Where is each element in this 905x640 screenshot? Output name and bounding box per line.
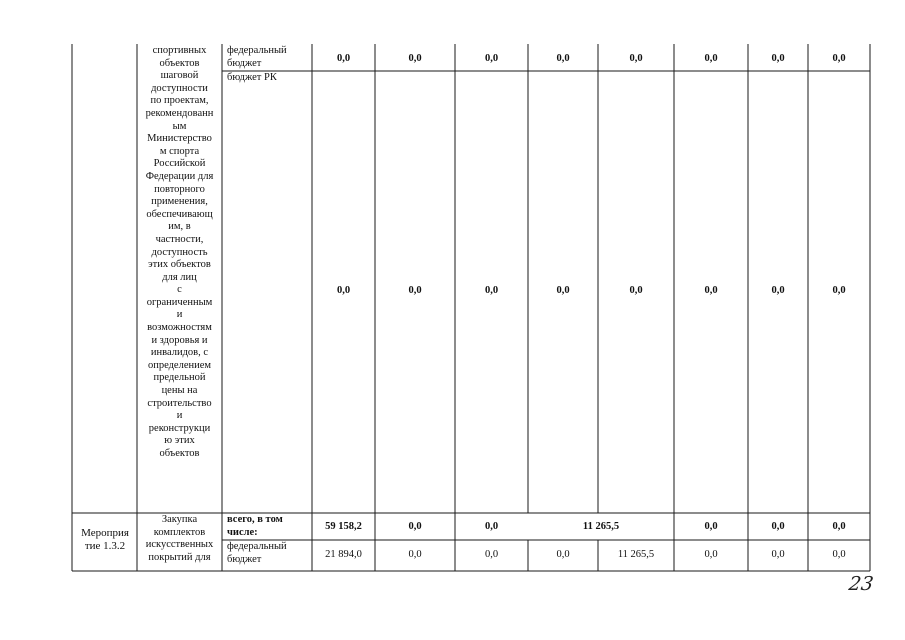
measure-description-line: ю этих (164, 435, 195, 447)
federal-budget-label-bottom (227, 541, 311, 566)
federal-bottom-value-3: 0,0 (484, 549, 499, 560)
federal-bottom-value-4: 0,0 (556, 549, 570, 560)
measure-description-line: доступности (151, 82, 208, 94)
federal-bottom-value-8: 0,0 (832, 549, 846, 560)
rk-budget-label: бюджет РК (227, 72, 277, 83)
total-label-line: всего, в том (227, 514, 283, 525)
federal-value-3: 0,0 (484, 53, 499, 64)
rk-value-1: 0,0 (336, 285, 351, 296)
measure-code-line: Мероприя (81, 527, 129, 539)
total-value-1: 59 158,2 (325, 521, 362, 532)
measure-description-line: м спорта (159, 145, 200, 157)
federal-budget-label-line: бюджет (227, 553, 262, 565)
rk-value-3: 0,0 (484, 285, 499, 296)
federal-bottom-value-6: 0,0 (704, 549, 718, 560)
measure-code (73, 527, 137, 552)
total-value-7: 0,0 (771, 521, 785, 532)
measure-description-line: по проектам, (150, 95, 209, 107)
measure-name-line: искусственных (145, 539, 214, 551)
measure-description-line: и (176, 410, 183, 422)
measure-description-line: частности, (155, 233, 204, 245)
measure-code-line: тие 1.3.2 (84, 539, 126, 552)
federal-value-2: 0,0 (408, 53, 422, 64)
measure-description-line: предельной (153, 372, 206, 384)
measure-description-line: ым (172, 120, 187, 132)
measure-description-line: реконструкци (148, 422, 211, 434)
measure-description-line: ограниченным (146, 296, 213, 308)
measure-description-line: повторного (154, 183, 205, 195)
federal-value-5: 0,0 (629, 53, 643, 64)
measure-name-line: комплектов (153, 526, 206, 538)
measure-description-line: для лиц (162, 271, 197, 283)
measure-description-line: и здоровья и (151, 334, 208, 346)
page-number-handwritten: 23 (847, 573, 875, 595)
measure-description-line: возможностям (147, 322, 212, 334)
federal-value-1: 0,0 (336, 53, 351, 64)
rk-value-7: 0,0 (771, 285, 785, 296)
rk-value-5: 0,0 (629, 285, 643, 296)
measure-description-line: определением (147, 359, 212, 371)
measure-description-line: цены на (161, 385, 198, 397)
total-label (227, 514, 311, 539)
measure-description-line: рекомендованн (145, 107, 214, 119)
federal-value-7: 0,0 (771, 53, 785, 64)
measure-description-line: объектов (159, 448, 200, 459)
measure-description-line: и (176, 309, 183, 321)
measure-name-line: Закупка (161, 514, 198, 525)
total-value-6: 0,0 (704, 521, 718, 532)
federal-bottom-value-7: 0,0 (771, 549, 785, 560)
measure-description-line: строительство (147, 397, 212, 409)
rk-value-6: 0,0 (704, 285, 718, 296)
measure-description-line: спортивных (152, 45, 207, 56)
federal-value-4: 0,0 (556, 53, 570, 64)
rk-value-8: 0,0 (832, 285, 846, 296)
measure-description-line: Федерации для (145, 170, 214, 182)
total-value-3: 0,0 (484, 521, 499, 532)
measure-description-line: Министерство (147, 133, 212, 145)
federal-value-8: 0,0 (832, 53, 846, 64)
measure-name-line: покрытий для (148, 551, 211, 563)
federal-value-6: 0,0 (704, 53, 718, 64)
federal-budget-label-line: федеральный (227, 45, 287, 56)
measure-description-line: применения, (151, 196, 208, 208)
total-label-line: числе: (227, 526, 258, 538)
measure-description-line: шаговой (160, 70, 199, 82)
federal-budget-label-line: федеральный (227, 541, 287, 552)
total-value-merged: 11 265,5 (582, 521, 620, 532)
measure-description-line: доступность (151, 246, 208, 258)
federal-budget-label (227, 45, 311, 70)
measure-description-cell (138, 45, 221, 461)
measure-description-line: инвалидов, с (150, 347, 209, 359)
measure-description-line: с (177, 284, 182, 296)
measure-description-line: объектов (159, 57, 200, 69)
federal-budget-label-line: бюджет (227, 57, 262, 69)
total-value-2: 0,0 (408, 521, 422, 532)
measure-description-line: Российской (153, 158, 206, 170)
total-value-8: 0,0 (832, 521, 846, 532)
measure-description-line: этих объектов (148, 259, 211, 271)
rk-value-2: 0,0 (408, 285, 422, 296)
rk-value-4: 0,0 (556, 285, 570, 296)
measure-name (138, 514, 221, 564)
federal-bottom-value-2: 0,0 (408, 549, 422, 560)
federal-bottom-value-1: 21 894,0 (325, 549, 362, 560)
measure-description-line: обеспечивающ (146, 208, 213, 220)
federal-bottom-value-5: 11 265,5 (617, 549, 655, 560)
measure-description-line: им, в (168, 221, 191, 233)
